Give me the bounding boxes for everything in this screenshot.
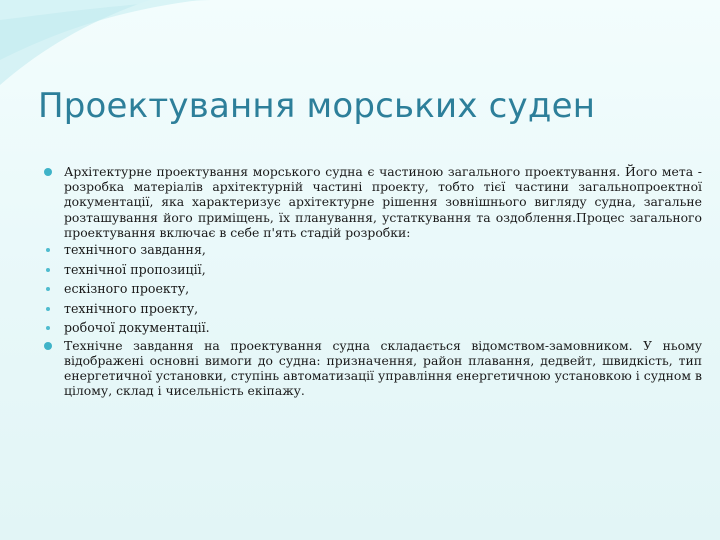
list-item-text: технічної пропозиції,: [64, 261, 206, 277]
list-item: [40, 260, 702, 280]
list-item-text: ескізного проекту,: [64, 281, 190, 297]
list-item: [40, 299, 702, 319]
bullet-icon: [46, 307, 50, 311]
list-item-text: робочої документації.: [64, 320, 210, 336]
list-item: [40, 240, 702, 260]
list-item-text: технічного проекту,: [64, 300, 199, 316]
bullet-icon: [46, 248, 50, 252]
list-item: [40, 164, 702, 240]
list-item-text: Технічне завдання на проектування судна складається відомством-замовником. У ньому відображені основні вимоги до судна: призначення, район плавання, дедвейт, швидкість, тип енергетичної установки, ступінь автоматизації управління енергетичною установкою і судном в цілому, склад і чисельність екіпажу.: [64, 337, 702, 399]
bullet-icon: [44, 168, 52, 176]
list-item-text: технічного завдання,: [64, 242, 206, 258]
bullet-icon: [44, 342, 52, 350]
list-item-text: Архітектурне проектування морського судна є частиною загального проектування. Його мета - розробка матеріалів архітектурній частині проекту, тобто тієї частини загальнопроектної документації, яка характеризує архітектурне рішення зовнішнього вигляду судна, загальне розташування його приміщень, їх планування, устаткування та оздоблення.Процес загального проектування включає в себе п'ять стадій розробки:: [64, 164, 702, 240]
page-title: Проектування морських суден: [38, 86, 596, 126]
bullet-icon: [46, 326, 50, 330]
list-item: [40, 338, 702, 399]
content-list: [40, 164, 702, 398]
bullet-icon: [46, 268, 50, 272]
bullet-icon: [46, 287, 50, 291]
list-item: [40, 279, 702, 299]
list-item: [40, 318, 702, 338]
